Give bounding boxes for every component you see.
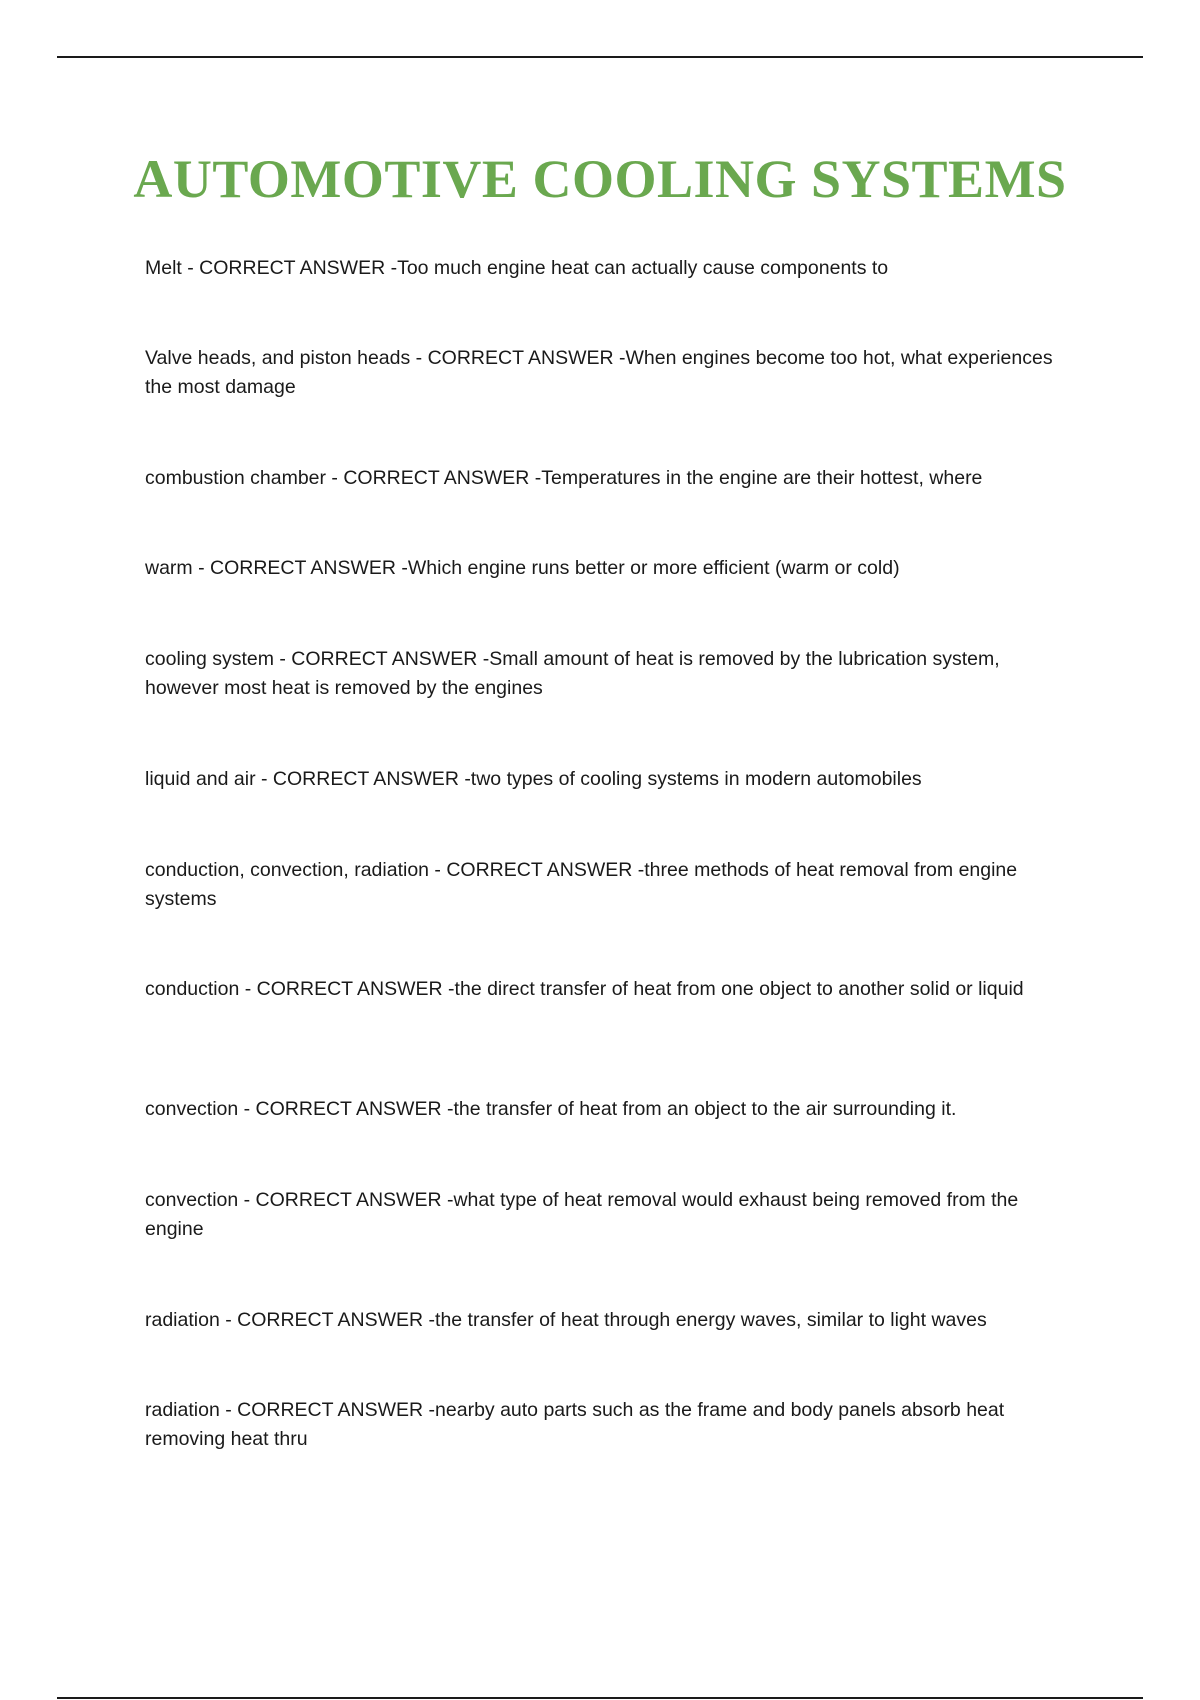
qa-item: Melt - CORRECT ANSWER -Too much engine heat can actually cause components to — [145, 257, 889, 279]
qa-item: combustion chamber - CORRECT ANSWER -Temperatures in the engine are their hottest, where — [145, 467, 983, 489]
bottom-divider — [57, 1697, 1143, 1699]
qa-item: convection - CORRECT ANSWER -what type of heat removal would exhaust being removed from the engine — [145, 1189, 1019, 1240]
qa-item: liquid and air - CORRECT ANSWER -two types of cooling systems in modern automobiles — [145, 768, 922, 790]
qa-item: Valve heads, and piston heads - CORRECT ANSWER -When engines become too hot, what experiences the most damage — [145, 347, 1053, 398]
qa-item: cooling system - CORRECT ANSWER -Small amount of heat is removed by the lubrication system, however most heat is removed by the engines — [145, 648, 1000, 699]
page-title: AUTOMOTIVE COOLING SYSTEMS — [133, 149, 1067, 209]
qa-item: conduction, convection, radiation - CORRECT ANSWER -three methods of heat removal from engine systems — [145, 859, 1018, 910]
qa-item: conduction - CORRECT ANSWER -the direct transfer of heat from one object to another solid or liquid — [145, 978, 1024, 1000]
qa-item: radiation - CORRECT ANSWER -the transfer of heat through energy waves, similar to light waves — [145, 1309, 987, 1331]
qa-item: warm - CORRECT ANSWER -Which engine runs better or more efficient (warm or cold) — [145, 557, 900, 579]
qa-item: convection - CORRECT ANSWER -the transfer of heat from an object to the air surrounding it. — [145, 1098, 957, 1120]
top-divider — [57, 56, 1143, 58]
qa-item: radiation - CORRECT ANSWER -nearby auto parts such as the frame and body panels absorb heat removing heat thru — [145, 1399, 1005, 1450]
